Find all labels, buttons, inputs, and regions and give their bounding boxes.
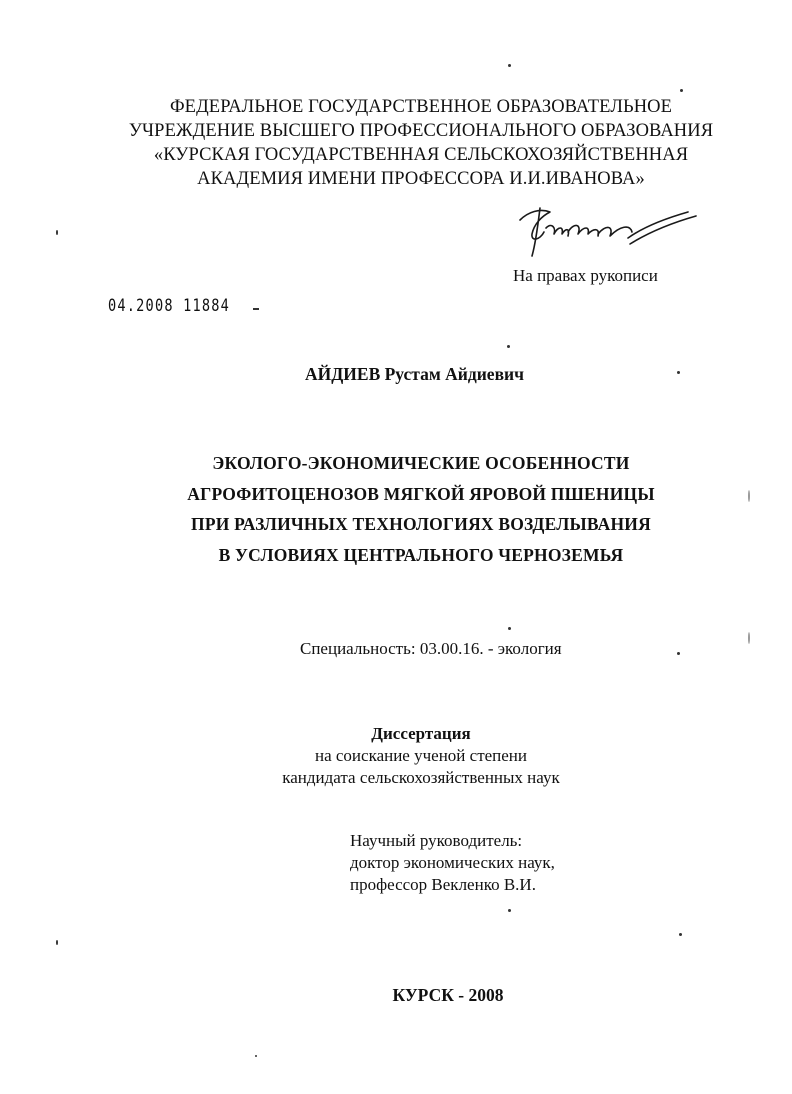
- scan-speck: [508, 627, 511, 630]
- scan-speck: [253, 308, 259, 310]
- header-line: УЧРЕЖДЕНИЕ ВЫСШЕГО ПРОФЕССИОНАЛЬНОГО ОБРАЗОВАНИЯ: [128, 121, 714, 141]
- specialty: Специальность: 03.00.16. - экология: [300, 639, 562, 658]
- degree-block: [0, 723, 792, 789]
- scan-speck: [255, 1055, 257, 1057]
- title-line: В УСЛОВИЯХ ЦЕНТРАЛЬНОГО ЧЕРНОЗЕМЬЯ: [218, 544, 624, 565]
- scan-speck: [680, 89, 683, 92]
- scan-speck: [677, 371, 680, 374]
- advisor-line: профессор Векленко В.И.: [350, 875, 536, 894]
- scan-speck: [508, 909, 511, 912]
- advisor-block: [350, 830, 555, 896]
- scan-speck: [748, 490, 750, 502]
- scan-speck: [56, 230, 58, 235]
- author-name: АЙДИЕВ Рустам Айдиевич: [305, 364, 524, 384]
- header-line: «КУРСКАЯ ГОСУДАРСТВЕННАЯ СЕЛЬСКОХОЗЯЙСТВЕННАЯ: [153, 145, 689, 165]
- dissertation-title: [0, 448, 792, 570]
- library-stamp-number: 04.2008 11884: [108, 296, 231, 316]
- handwritten-signature: [510, 198, 700, 268]
- scan-speck: [56, 940, 58, 945]
- title-line: ПРИ РАЗЛИЧНЫХ ТЕХНОЛОГИЯХ ВОЗДЕЛЫВАНИЯ: [191, 514, 651, 534]
- header-line: ФЕДЕРАЛЬНОЕ ГОСУДАРСТВЕННОЕ ОБРАЗОВАТЕЛЬНОЕ: [169, 97, 673, 117]
- rights-note: На правах рукописи: [513, 266, 658, 285]
- advisor-line: Научный руководитель:: [350, 831, 523, 850]
- degree-line: на соискание ученой степени: [314, 746, 528, 765]
- degree-line: кандидата сельскохозяйственных наук: [282, 768, 560, 787]
- scan-speck: [748, 632, 750, 644]
- header-line: АКАДЕМИЯ ИМЕНИ ПРОФЕССОРА И.И.ИВАНОВА»: [197, 169, 645, 189]
- city-year: КУРСК - 2008: [392, 985, 504, 1005]
- title-line: ЭКОЛОГО-ЭКОНОМИЧЕСКИЕ ОСОБЕННОСТИ: [212, 453, 630, 473]
- scan-speck: [508, 64, 511, 67]
- degree-heading: Диссертация: [371, 724, 471, 743]
- scan-speck: [679, 933, 682, 936]
- scan-speck: [507, 345, 510, 348]
- scan-speck: [677, 652, 680, 655]
- title-line: АГРОФИТОЦЕНОЗОВ МЯГКОЙ ЯРОВОЙ ПШЕНИЦЫ: [187, 483, 655, 504]
- institution-header: [0, 95, 792, 191]
- advisor-line: доктор экономических наук,: [350, 853, 555, 872]
